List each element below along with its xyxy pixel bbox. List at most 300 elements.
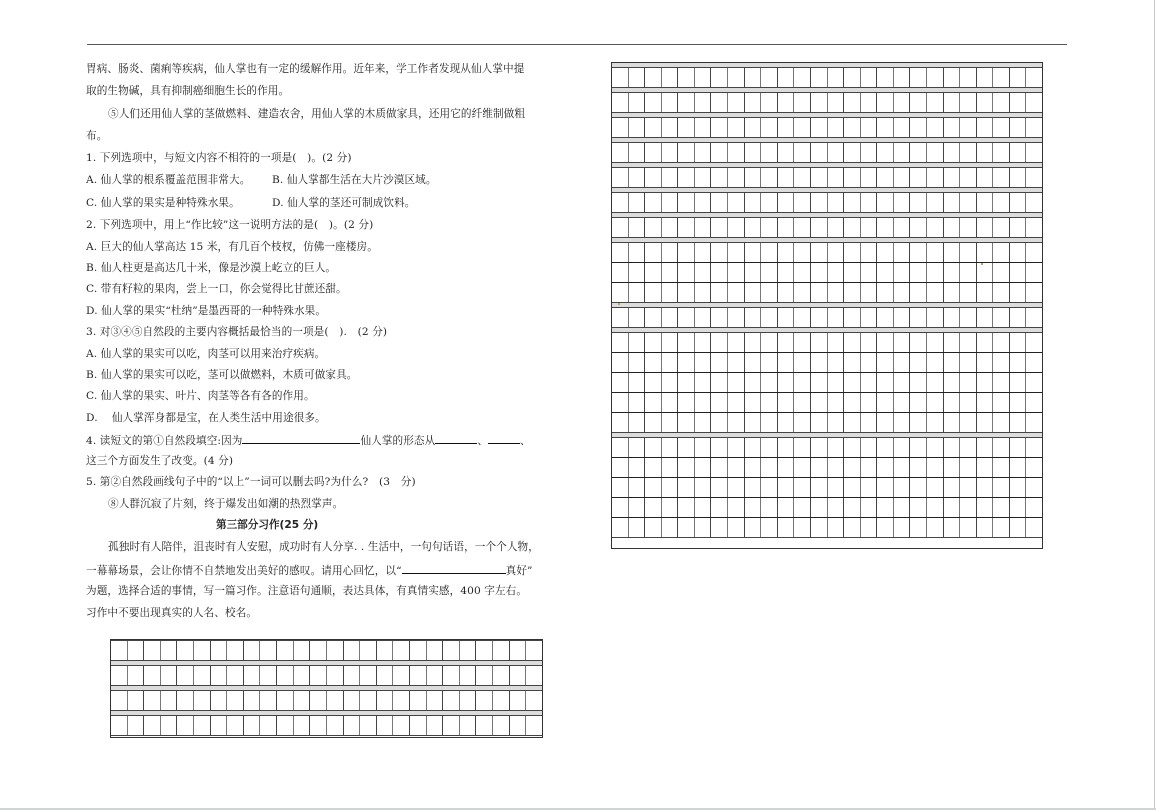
grid-cell[interactable] xyxy=(860,393,877,412)
grid-cell[interactable] xyxy=(909,438,926,457)
grid-cell[interactable] xyxy=(760,438,777,457)
grid-cell[interactable] xyxy=(459,641,476,660)
grid-cell[interactable] xyxy=(710,118,727,137)
grid-cell[interactable] xyxy=(644,193,661,212)
grid-cell[interactable] xyxy=(777,118,794,137)
grid-cell[interactable] xyxy=(176,716,193,735)
grid-cell[interactable] xyxy=(760,413,777,432)
grid-cell[interactable] xyxy=(976,353,993,372)
grid-cell[interactable] xyxy=(959,143,976,162)
grid-cell[interactable] xyxy=(827,93,844,112)
grid-cell[interactable] xyxy=(777,458,794,477)
grid-cell[interactable] xyxy=(492,691,509,710)
grid-cell[interactable] xyxy=(876,353,893,372)
grid-cell[interactable] xyxy=(992,143,1009,162)
grid-cell[interactable] xyxy=(644,518,661,537)
grid-cell[interactable] xyxy=(677,193,694,212)
grid-cell[interactable] xyxy=(727,218,744,237)
grid-cell[interactable] xyxy=(1025,308,1042,327)
grid-cell[interactable] xyxy=(677,118,694,137)
grid-cell[interactable] xyxy=(943,333,960,352)
grid-cell[interactable] xyxy=(760,118,777,137)
grid-cell[interactable] xyxy=(926,143,943,162)
grid-cell[interactable] xyxy=(843,518,860,537)
grid-cell[interactable] xyxy=(793,243,810,262)
grid-cell[interactable] xyxy=(860,143,877,162)
grid-cell[interactable] xyxy=(1009,243,1026,262)
grid-cell[interactable] xyxy=(243,666,260,685)
grid-cell[interactable] xyxy=(677,393,694,412)
grid-cell[interactable] xyxy=(612,93,628,112)
grid-cell[interactable] xyxy=(827,478,844,497)
grid-cell[interactable] xyxy=(843,168,860,187)
grid-cell[interactable] xyxy=(893,413,910,432)
grid-cell[interactable] xyxy=(710,478,727,497)
grid-cell[interactable] xyxy=(612,263,628,282)
grid-cell[interactable] xyxy=(661,478,678,497)
grid-cell[interactable] xyxy=(677,218,694,237)
grid-cell[interactable] xyxy=(677,143,694,162)
grid-cell[interactable] xyxy=(727,373,744,392)
grid-cell[interactable] xyxy=(827,218,844,237)
grid-cell[interactable] xyxy=(876,333,893,352)
grid-cell[interactable] xyxy=(442,641,459,660)
grid-cell[interactable] xyxy=(909,68,926,87)
grid-cell[interactable] xyxy=(628,118,645,137)
grid-cell[interactable] xyxy=(1009,193,1026,212)
grid-cell[interactable] xyxy=(628,353,645,372)
grid-cell[interactable] xyxy=(710,68,727,87)
grid-cell[interactable] xyxy=(710,193,727,212)
grid-cell[interactable] xyxy=(1025,518,1042,537)
grid-cell[interactable] xyxy=(992,373,1009,392)
grid-cell[interactable] xyxy=(376,666,393,685)
grid-cell[interactable] xyxy=(793,193,810,212)
grid-cell[interactable] xyxy=(893,518,910,537)
grid-cell[interactable] xyxy=(959,193,976,212)
grid-cell[interactable] xyxy=(661,353,678,372)
grid-cell[interactable] xyxy=(876,263,893,282)
grid-cell[interactable] xyxy=(876,218,893,237)
grid-cell[interactable] xyxy=(628,458,645,477)
grid-cell[interactable] xyxy=(628,518,645,537)
grid-cell[interactable] xyxy=(760,333,777,352)
grid-cell[interactable] xyxy=(943,263,960,282)
grid-cell[interactable] xyxy=(744,218,761,237)
grid-cell[interactable] xyxy=(1025,413,1042,432)
grid-cell[interactable] xyxy=(226,716,243,735)
grid-cell[interactable] xyxy=(694,438,711,457)
grid-cell[interactable] xyxy=(893,458,910,477)
grid-cell[interactable] xyxy=(793,333,810,352)
grid-cell[interactable] xyxy=(612,438,628,457)
grid-cell[interactable] xyxy=(793,373,810,392)
grid-cell[interactable] xyxy=(943,143,960,162)
grid-cell[interactable] xyxy=(793,413,810,432)
grid-cell[interactable] xyxy=(143,641,160,660)
grid-cell[interactable] xyxy=(926,263,943,282)
grid-cell[interactable] xyxy=(612,143,628,162)
grid-cell[interactable] xyxy=(376,641,393,660)
grid-cell[interactable] xyxy=(827,413,844,432)
grid-cell[interactable] xyxy=(777,478,794,497)
grid-cell[interactable] xyxy=(111,641,127,660)
grid-cell[interactable] xyxy=(677,333,694,352)
grid-cell[interactable] xyxy=(860,353,877,372)
grid-cell[interactable] xyxy=(259,641,276,660)
grid-cell[interactable] xyxy=(943,308,960,327)
grid-cell[interactable] xyxy=(628,308,645,327)
grid-cell[interactable] xyxy=(1025,438,1042,457)
grid-cell[interactable] xyxy=(860,308,877,327)
grid-cell[interactable] xyxy=(143,691,160,710)
grid-cell[interactable] xyxy=(810,143,827,162)
grid-cell[interactable] xyxy=(293,641,310,660)
grid-cell[interactable] xyxy=(959,413,976,432)
grid-cell[interactable] xyxy=(860,518,877,537)
grid-cell[interactable] xyxy=(959,393,976,412)
grid-cell[interactable] xyxy=(976,478,993,497)
grid-cell[interactable] xyxy=(259,716,276,735)
grid-cell[interactable] xyxy=(876,283,893,302)
grid-cell[interactable] xyxy=(777,373,794,392)
grid-cell[interactable] xyxy=(943,218,960,237)
grid-cell[interactable] xyxy=(976,193,993,212)
grid-cell[interactable] xyxy=(810,353,827,372)
grid-cell[interactable] xyxy=(1025,333,1042,352)
grid-cell[interactable] xyxy=(612,333,628,352)
writing-grid-left[interactable] xyxy=(110,639,543,738)
grid-cell[interactable] xyxy=(661,243,678,262)
grid-cell[interactable] xyxy=(644,438,661,457)
grid-cell[interactable] xyxy=(860,193,877,212)
grid-cell[interactable] xyxy=(644,308,661,327)
grid-cell[interactable] xyxy=(976,118,993,137)
grid-cell[interactable] xyxy=(226,691,243,710)
grid-cell[interactable] xyxy=(909,373,926,392)
grid-cell[interactable] xyxy=(661,218,678,237)
grid-cell[interactable] xyxy=(943,478,960,497)
grid-cell[interactable] xyxy=(694,518,711,537)
grid-cell[interactable] xyxy=(860,218,877,237)
grid-cell[interactable] xyxy=(909,93,926,112)
grid-cell[interactable] xyxy=(694,68,711,87)
grid-cell[interactable] xyxy=(843,218,860,237)
grid-cell[interactable] xyxy=(777,93,794,112)
grid-cell[interactable] xyxy=(943,68,960,87)
grid-cell[interactable] xyxy=(1025,68,1042,87)
grid-cell[interactable] xyxy=(943,498,960,517)
grid-cell[interactable] xyxy=(409,641,426,660)
grid-cell[interactable] xyxy=(309,716,326,735)
grid-cell[interactable] xyxy=(677,373,694,392)
grid-cell[interactable] xyxy=(309,641,326,660)
grid-cell[interactable] xyxy=(843,143,860,162)
grid-cell[interactable] xyxy=(1025,243,1042,262)
grid-cell[interactable] xyxy=(810,193,827,212)
grid-cell[interactable] xyxy=(1009,143,1026,162)
grid-cell[interactable] xyxy=(226,666,243,685)
grid-cell[interactable] xyxy=(876,438,893,457)
grid-cell[interactable] xyxy=(160,716,177,735)
grid-cell[interactable] xyxy=(694,478,711,497)
grid-cell[interactable] xyxy=(694,413,711,432)
grid-cell[interactable] xyxy=(111,666,127,685)
grid-cell[interactable] xyxy=(744,263,761,282)
grid-cell[interactable] xyxy=(1009,68,1026,87)
grid-cell[interactable] xyxy=(860,68,877,87)
grid-cell[interactable] xyxy=(777,353,794,372)
grid-cell[interactable] xyxy=(959,308,976,327)
grid-cell[interactable] xyxy=(793,143,810,162)
grid-cell[interactable] xyxy=(677,498,694,517)
grid-cell[interactable] xyxy=(926,393,943,412)
grid-cell[interactable] xyxy=(827,263,844,282)
grid-cell[interactable] xyxy=(710,373,727,392)
grid-cell[interactable] xyxy=(475,641,492,660)
grid-cell[interactable] xyxy=(744,243,761,262)
grid-cell[interactable] xyxy=(943,393,960,412)
grid-cell[interactable] xyxy=(810,438,827,457)
grid-cell[interactable] xyxy=(976,168,993,187)
grid-cell[interactable] xyxy=(644,118,661,137)
grid-cell[interactable] xyxy=(612,373,628,392)
grid-cell[interactable] xyxy=(876,143,893,162)
grid-cell[interactable] xyxy=(1025,93,1042,112)
grid-cell[interactable] xyxy=(992,333,1009,352)
grid-cell[interactable] xyxy=(727,353,744,372)
grid-cell[interactable] xyxy=(843,353,860,372)
grid-cell[interactable] xyxy=(992,498,1009,517)
grid-cell[interactable] xyxy=(1009,438,1026,457)
grid-cell[interactable] xyxy=(710,353,727,372)
grid-cell[interactable] xyxy=(727,68,744,87)
grid-cell[interactable] xyxy=(976,458,993,477)
grid-cell[interactable] xyxy=(628,68,645,87)
grid-cell[interactable] xyxy=(992,118,1009,137)
grid-cell[interactable] xyxy=(661,283,678,302)
grid-cell[interactable] xyxy=(744,518,761,537)
grid-cell[interactable] xyxy=(860,93,877,112)
grid-cell[interactable] xyxy=(628,373,645,392)
grid-cell[interactable] xyxy=(992,353,1009,372)
grid-cell[interactable] xyxy=(943,93,960,112)
grid-cell[interactable] xyxy=(893,333,910,352)
grid-cell[interactable] xyxy=(210,641,227,660)
grid-cell[interactable] xyxy=(843,93,860,112)
grid-cell[interactable] xyxy=(359,691,376,710)
grid-cell[interactable] xyxy=(612,308,628,327)
grid-cell[interactable] xyxy=(893,263,910,282)
grid-cell[interactable] xyxy=(810,478,827,497)
grid-cell[interactable] xyxy=(860,498,877,517)
grid-cell[interactable] xyxy=(661,393,678,412)
grid-cell[interactable] xyxy=(612,393,628,412)
grid-cell[interactable] xyxy=(694,283,711,302)
grid-cell[interactable] xyxy=(926,478,943,497)
grid-cell[interactable] xyxy=(628,168,645,187)
grid-cell[interactable] xyxy=(1009,93,1026,112)
grid-cell[interactable] xyxy=(909,393,926,412)
grid-cell[interactable] xyxy=(744,478,761,497)
grid-cell[interactable] xyxy=(392,666,409,685)
grid-cell[interactable] xyxy=(492,666,509,685)
grid-cell[interactable] xyxy=(909,143,926,162)
grid-cell[interactable] xyxy=(694,393,711,412)
grid-cell[interactable] xyxy=(843,498,860,517)
grid-cell[interactable] xyxy=(926,413,943,432)
grid-cell[interactable] xyxy=(628,263,645,282)
grid-cell[interactable] xyxy=(694,333,711,352)
grid-cell[interactable] xyxy=(926,458,943,477)
grid-cell[interactable] xyxy=(943,118,960,137)
grid-cell[interactable] xyxy=(943,168,960,187)
grid-cell[interactable] xyxy=(1009,283,1026,302)
grid-cell[interactable] xyxy=(612,283,628,302)
grid-cell[interactable] xyxy=(943,193,960,212)
grid-cell[interactable] xyxy=(959,333,976,352)
grid-cell[interactable] xyxy=(677,93,694,112)
grid-cell[interactable] xyxy=(1025,393,1042,412)
grid-cell[interactable] xyxy=(810,333,827,352)
grid-cell[interactable] xyxy=(876,193,893,212)
grid-cell[interactable] xyxy=(644,168,661,187)
grid-cell[interactable] xyxy=(127,716,144,735)
grid-cell[interactable] xyxy=(727,498,744,517)
grid-cell[interactable] xyxy=(760,458,777,477)
grid-cell[interactable] xyxy=(710,438,727,457)
grid-cell[interactable] xyxy=(343,716,360,735)
grid-cell[interactable] xyxy=(661,68,678,87)
grid-cell[interactable] xyxy=(1025,118,1042,137)
grid-cell[interactable] xyxy=(843,438,860,457)
grid-cell[interactable] xyxy=(827,373,844,392)
grid-cell[interactable] xyxy=(628,193,645,212)
grid-cell[interactable] xyxy=(876,93,893,112)
grid-cell[interactable] xyxy=(1025,218,1042,237)
grid-cell[interactable] xyxy=(677,438,694,457)
grid-cell[interactable] xyxy=(127,666,144,685)
grid-cell[interactable] xyxy=(893,218,910,237)
grid-cell[interactable] xyxy=(644,243,661,262)
grid-cell[interactable] xyxy=(992,243,1009,262)
grid-cell[interactable] xyxy=(793,438,810,457)
grid-cell[interactable] xyxy=(644,93,661,112)
grid-cell[interactable] xyxy=(976,283,993,302)
grid-cell[interactable] xyxy=(976,263,993,282)
grid-cell[interactable] xyxy=(744,93,761,112)
grid-cell[interactable] xyxy=(744,333,761,352)
grid-cell[interactable] xyxy=(661,438,678,457)
grid-cell[interactable] xyxy=(677,353,694,372)
grid-cell[interactable] xyxy=(860,243,877,262)
grid-cell[interactable] xyxy=(612,243,628,262)
grid-cell[interactable] xyxy=(893,143,910,162)
grid-cell[interactable] xyxy=(777,333,794,352)
grid-cell[interactable] xyxy=(992,438,1009,457)
grid-cell[interactable] xyxy=(827,458,844,477)
grid-cell[interactable] xyxy=(475,716,492,735)
grid-cell[interactable] xyxy=(628,143,645,162)
grid-cell[interactable] xyxy=(893,93,910,112)
grid-cell[interactable] xyxy=(976,93,993,112)
grid-cell[interactable] xyxy=(959,263,976,282)
grid-cell[interactable] xyxy=(343,691,360,710)
grid-cell[interactable] xyxy=(893,393,910,412)
grid-cell[interactable] xyxy=(475,666,492,685)
grid-cell[interactable] xyxy=(677,68,694,87)
grid-cell[interactable] xyxy=(760,243,777,262)
grid-cell[interactable] xyxy=(644,478,661,497)
grid-cell[interactable] xyxy=(710,458,727,477)
grid-cell[interactable] xyxy=(661,93,678,112)
grid-cell[interactable] xyxy=(710,243,727,262)
grid-cell[interactable] xyxy=(777,283,794,302)
grid-cell[interactable] xyxy=(111,716,127,735)
grid-cell[interactable] xyxy=(661,193,678,212)
grid-cell[interactable] xyxy=(210,666,227,685)
grid-cell[interactable] xyxy=(661,143,678,162)
grid-cell[interactable] xyxy=(176,641,193,660)
grid-cell[interactable] xyxy=(893,168,910,187)
grid-cell[interactable] xyxy=(661,413,678,432)
grid-cell[interactable] xyxy=(843,193,860,212)
grid-cell[interactable] xyxy=(926,353,943,372)
fill-blank-1[interactable] xyxy=(242,432,360,444)
grid-cell[interactable] xyxy=(810,243,827,262)
grid-cell[interactable] xyxy=(810,373,827,392)
grid-cell[interactable] xyxy=(827,243,844,262)
grid-cell[interactable] xyxy=(976,218,993,237)
grid-cell[interactable] xyxy=(827,308,844,327)
grid-cell[interactable] xyxy=(926,518,943,537)
grid-cell[interactable] xyxy=(876,373,893,392)
grid-cell[interactable] xyxy=(777,68,794,87)
grid-cell[interactable] xyxy=(843,243,860,262)
grid-cell[interactable] xyxy=(760,308,777,327)
grid-cell[interactable] xyxy=(612,168,628,187)
grid-cell[interactable] xyxy=(710,93,727,112)
grid-cell[interactable] xyxy=(760,498,777,517)
grid-cell[interactable] xyxy=(160,641,177,660)
grid-cell[interactable] xyxy=(509,666,526,685)
grid-cell[interactable] xyxy=(710,143,727,162)
grid-cell[interactable] xyxy=(343,666,360,685)
grid-cell[interactable] xyxy=(677,263,694,282)
grid-cell[interactable] xyxy=(909,218,926,237)
grid-cell[interactable] xyxy=(343,641,360,660)
grid-cell[interactable] xyxy=(959,118,976,137)
grid-cell[interactable] xyxy=(442,716,459,735)
grid-cell[interactable] xyxy=(694,93,711,112)
grid-cell[interactable] xyxy=(909,353,926,372)
grid-cell[interactable] xyxy=(243,716,260,735)
grid-cell[interactable] xyxy=(612,118,628,137)
grid-cell[interactable] xyxy=(1009,413,1026,432)
grid-cell[interactable] xyxy=(243,641,260,660)
grid-cell[interactable] xyxy=(1025,193,1042,212)
grid-cell[interactable] xyxy=(876,308,893,327)
grid-cell[interactable] xyxy=(1025,353,1042,372)
grid-cell[interactable] xyxy=(843,68,860,87)
grid-cell[interactable] xyxy=(694,458,711,477)
grid-cell[interactable] xyxy=(793,68,810,87)
grid-cell[interactable] xyxy=(661,458,678,477)
grid-cell[interactable] xyxy=(661,333,678,352)
grid-cell[interactable] xyxy=(426,666,443,685)
grid-cell[interactable] xyxy=(760,518,777,537)
grid-cell[interactable] xyxy=(1025,458,1042,477)
